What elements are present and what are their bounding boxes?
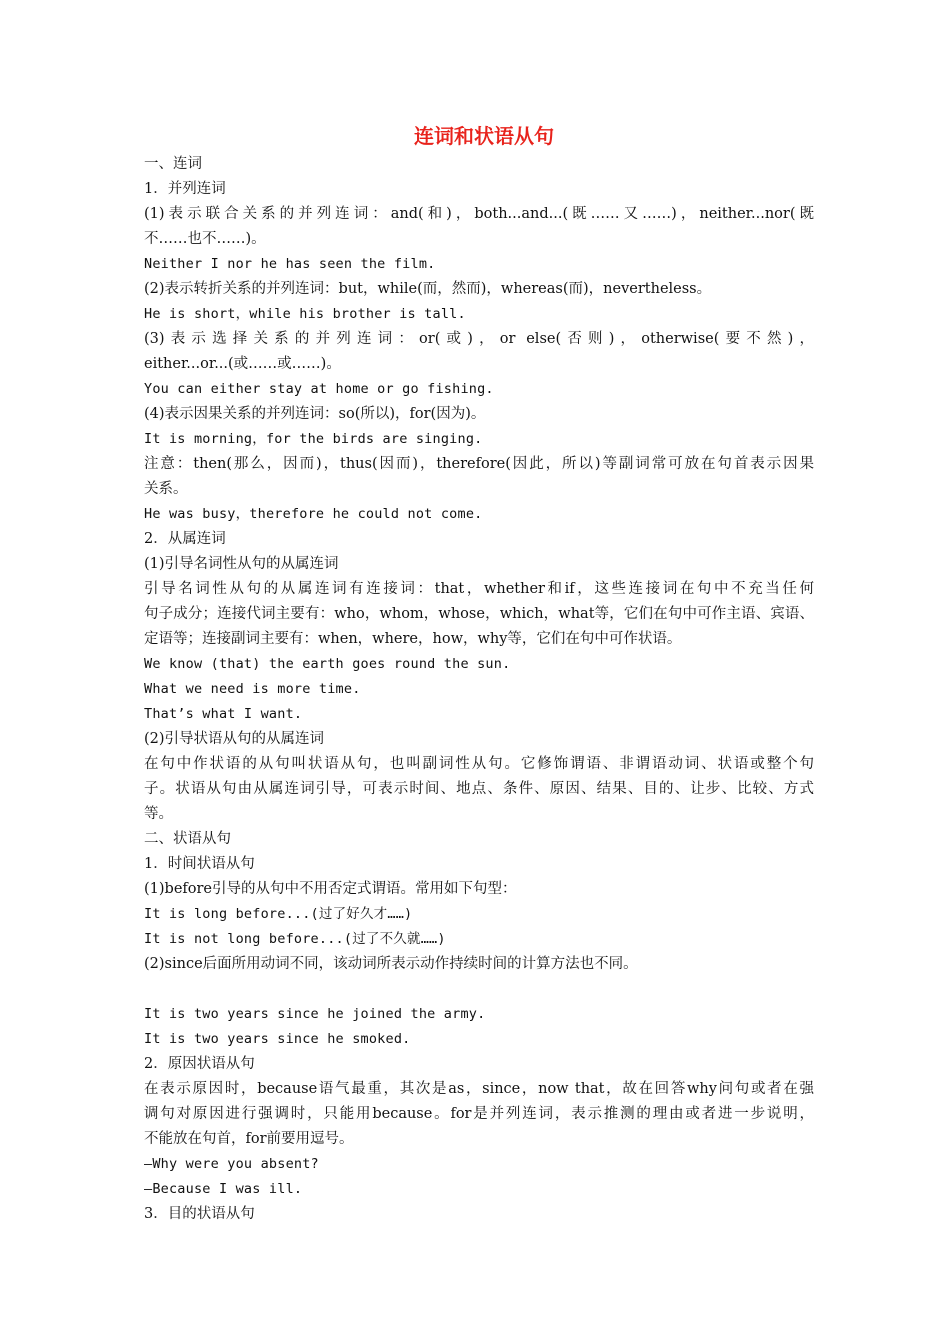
document-page xyxy=(144,120,814,1227)
paragraph-line: (2)since后面所用动词不同，该动词所表示动作持续时间的计算方法也不同。 xyxy=(144,956,638,972)
example-sentence: It is morning，for the birds are singing. xyxy=(144,431,483,447)
subsection-heading: 1．并列连词 xyxy=(144,181,226,197)
paragraph-line: 在表示原因时，because语气最重，其次是as，since，now that，故在回答why问句或者在强 xyxy=(144,1081,814,1097)
paragraph-line: 句子成分；连接代词主要有：who，whom，whose，which，what等，它们在句中可作主语、宾语、 xyxy=(144,606,814,622)
example-sentence: We know (that) the earth goes round the sun. xyxy=(144,656,511,672)
subsection-heading: 1．时间状语从句 xyxy=(144,856,255,872)
note-line: 注意：then(那么，因而)，thus(因而)，therefore(因此，所以)等副词常可放在句首表示因果 xyxy=(144,456,814,472)
paragraph-line: either...or...(或……或……)。 xyxy=(144,356,341,372)
example-sentence: It is long before...(过了好久才……) xyxy=(144,906,413,922)
example-sentence: He was busy，therefore he could not come. xyxy=(144,506,483,522)
paragraph-line: 不能放在句首，for前要用逗号。 xyxy=(144,1131,354,1147)
paragraph-line: (3)表示选择关系的并列连词：or(或)，or else(否则)，otherwise(要不然)， xyxy=(144,331,814,347)
paragraph-line: 子。状语从句由从属连词引导，可表示时间、地点、条件、原因、结果、目的、让步、比较、方式 xyxy=(144,781,814,797)
paragraph-line: 定语等；连接副词主要有：when，where，how，why等，它们在句中可作状语。 xyxy=(144,631,682,647)
paragraph-line: (2)引导状语从句的从属连词 xyxy=(144,731,325,747)
note-line: 关系。 xyxy=(144,481,188,497)
example-sentence: It is two years since he joined the army. xyxy=(144,1006,486,1022)
example-sentence: He is short，while his brother is tall. xyxy=(144,306,466,322)
example-sentence: It is two years since he smoked. xyxy=(144,1031,411,1047)
blank-line xyxy=(144,977,814,1002)
paragraph-line: (1)表示联合关系的并列连词：and(和)，both...and...(既……又……)，neither...nor(既 xyxy=(144,206,814,222)
paragraph-line: (2)表示转折关系的并列连词：but，while(而，然而)，whereas(而)，nevertheless。 xyxy=(144,281,712,297)
paragraph-line: 引导名词性从句的从属连词有连接词：that，whether和if，这些连接词在句中不充当任何 xyxy=(144,581,814,597)
paragraph-line: (4)表示因果关系的并列连词：so(所以)，for(因为)。 xyxy=(144,406,486,422)
paragraph-line: 在句中作状语的从句叫状语从句，也叫副词性从句。它修饰谓语、非谓语动词、状语或整个句 xyxy=(144,756,814,772)
example-sentence: It is not long before...(过了不久就……) xyxy=(144,931,446,947)
paragraph-line: 不……也不……)。 xyxy=(144,231,266,247)
paragraph-line: 等。 xyxy=(144,806,173,822)
section-heading: 一、连词 xyxy=(144,156,202,172)
dialogue-line: —Because I was ill. xyxy=(144,1181,303,1197)
document-title: 连词和状语从句 xyxy=(414,124,554,148)
example-sentence: Neither I nor he has seen the film. xyxy=(144,256,436,272)
paragraph-line: 调句对原因进行强调时，只能用because。for是并列连词，表示推测的理由或者进一步说明， xyxy=(144,1106,814,1122)
example-sentence: That’s what I want. xyxy=(144,706,303,722)
subsection-heading: 2．从属连词 xyxy=(144,531,226,547)
dialogue-line: —Why were you absent? xyxy=(144,1156,319,1172)
subsection-heading: 2．原因状语从句 xyxy=(144,1056,255,1072)
example-sentence: What we need is more time. xyxy=(144,681,361,697)
section-heading: 二、状语从句 xyxy=(144,831,231,847)
subsection-heading: 3．目的状语从句 xyxy=(144,1206,255,1222)
paragraph-line: (1)引导名词性从句的从属连词 xyxy=(144,556,339,572)
example-sentence: You can either stay at home or go fishing. xyxy=(144,381,494,397)
paragraph-line: (1)before引导的从句中不用否定式谓语。常用如下句型： xyxy=(144,881,517,897)
